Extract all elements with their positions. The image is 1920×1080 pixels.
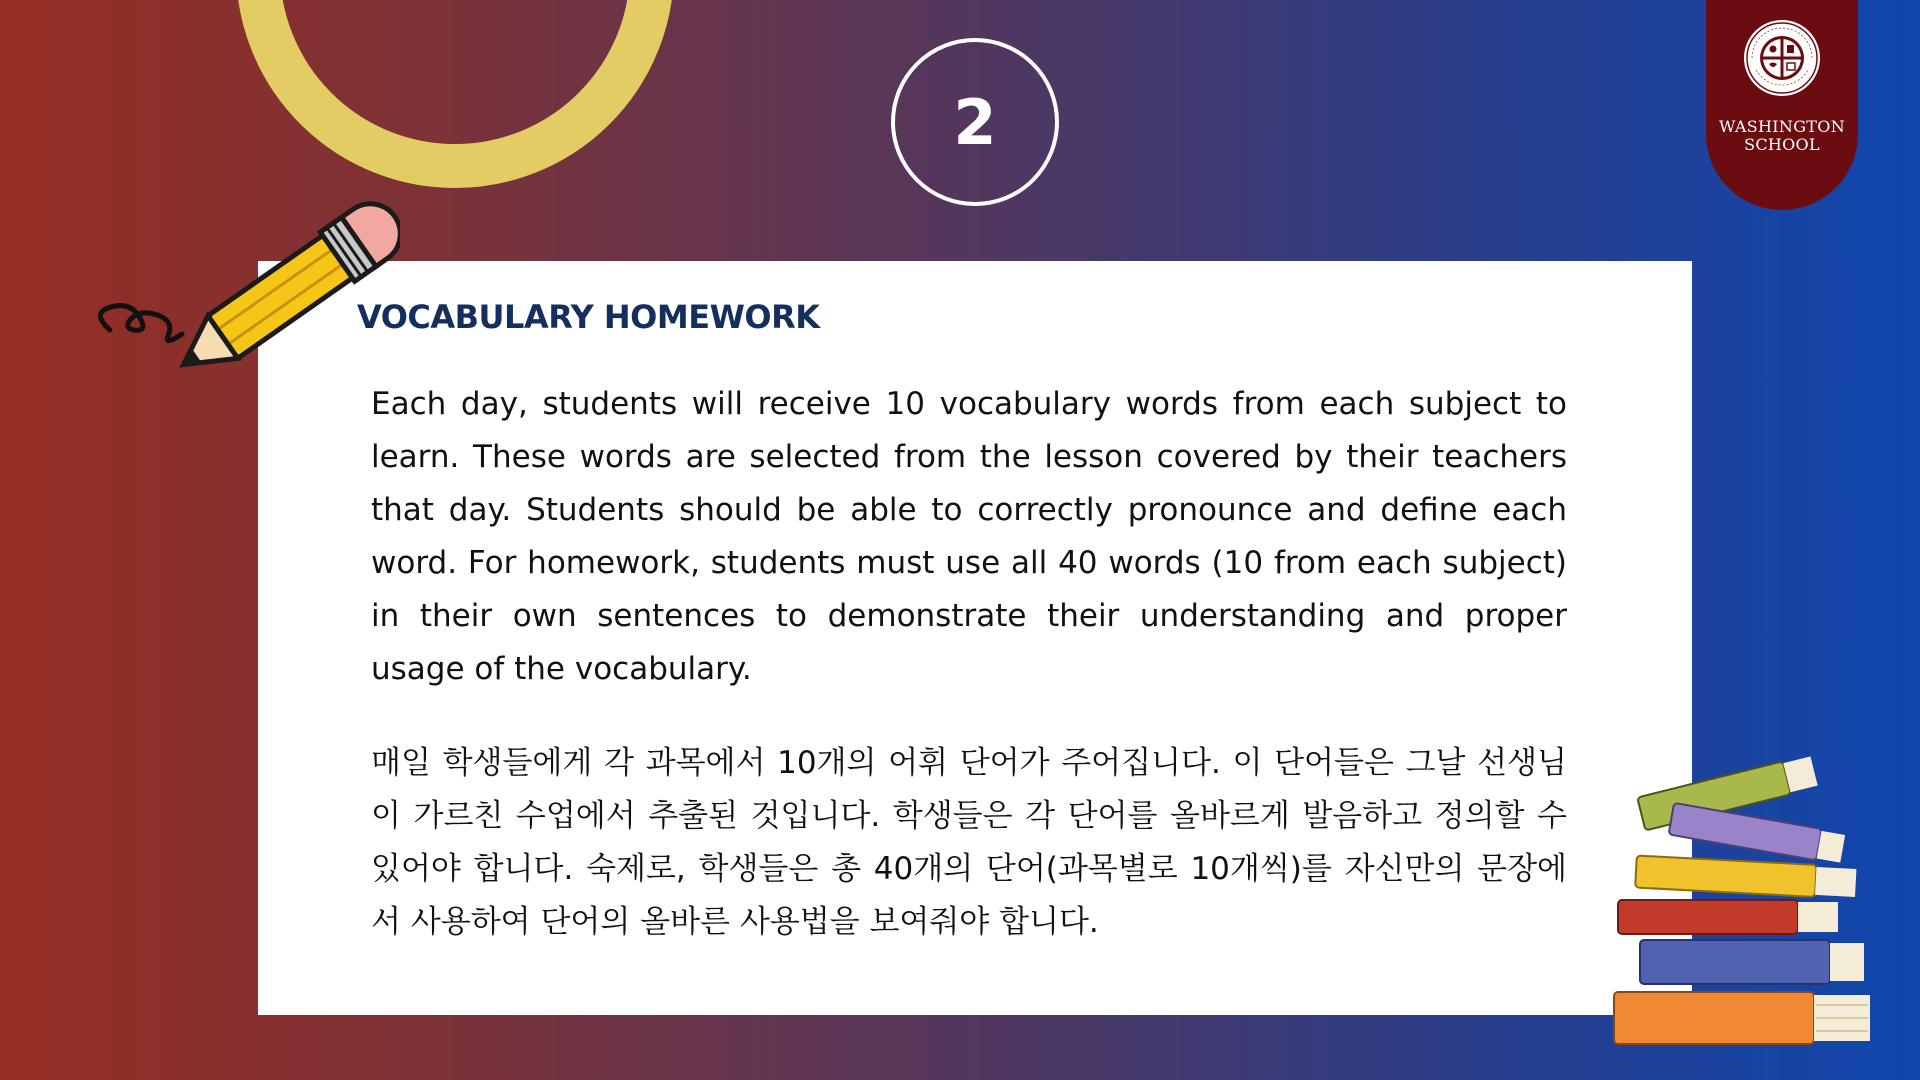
yellow-ring-decoration: [236, 0, 674, 188]
school-badge: [1706, 0, 1858, 210]
book-stack-icon: [1600, 740, 1900, 1060]
korean-paragraph: 매일 학생들에게 각 과목에서 10개의 어휘 단어가 주어집니다. 이 단어들은 그날 선생님이 가르친 수업에서 추출된 것입니다. 학생들은 각 단어를 올바르게 발음하고 정의할 수 있어야 합니다. 숙제로, 학생들은 총 40개의 단어(과목별로 10개씩)를 자신만의 문장에서 사용하여 단어의 올바른 사용법을 보여줘야 합니다.: [371, 745, 1567, 940]
slide-number-text: 2: [953, 85, 997, 159]
section-heading: VOCABULARY HOMEWORK: [357, 298, 820, 336]
slide-number: [891, 38, 1059, 206]
school-seal-icon: [1742, 18, 1822, 98]
english-paragraph: Each day, students will receive 10 vocabulary words from each subject to learn. These words are selected from the lesson covered by their teachers that day. Students should be able to correctly pronounce and define each word. For homework, students must use all 40 words (10 from each subject) in their own sentences to demonstrate their understanding and proper usage of the vocabulary.: [371, 386, 1567, 687]
school-name: WASHINGTON SCHOOL: [1718, 117, 1845, 154]
pencil-icon: [90, 180, 400, 380]
